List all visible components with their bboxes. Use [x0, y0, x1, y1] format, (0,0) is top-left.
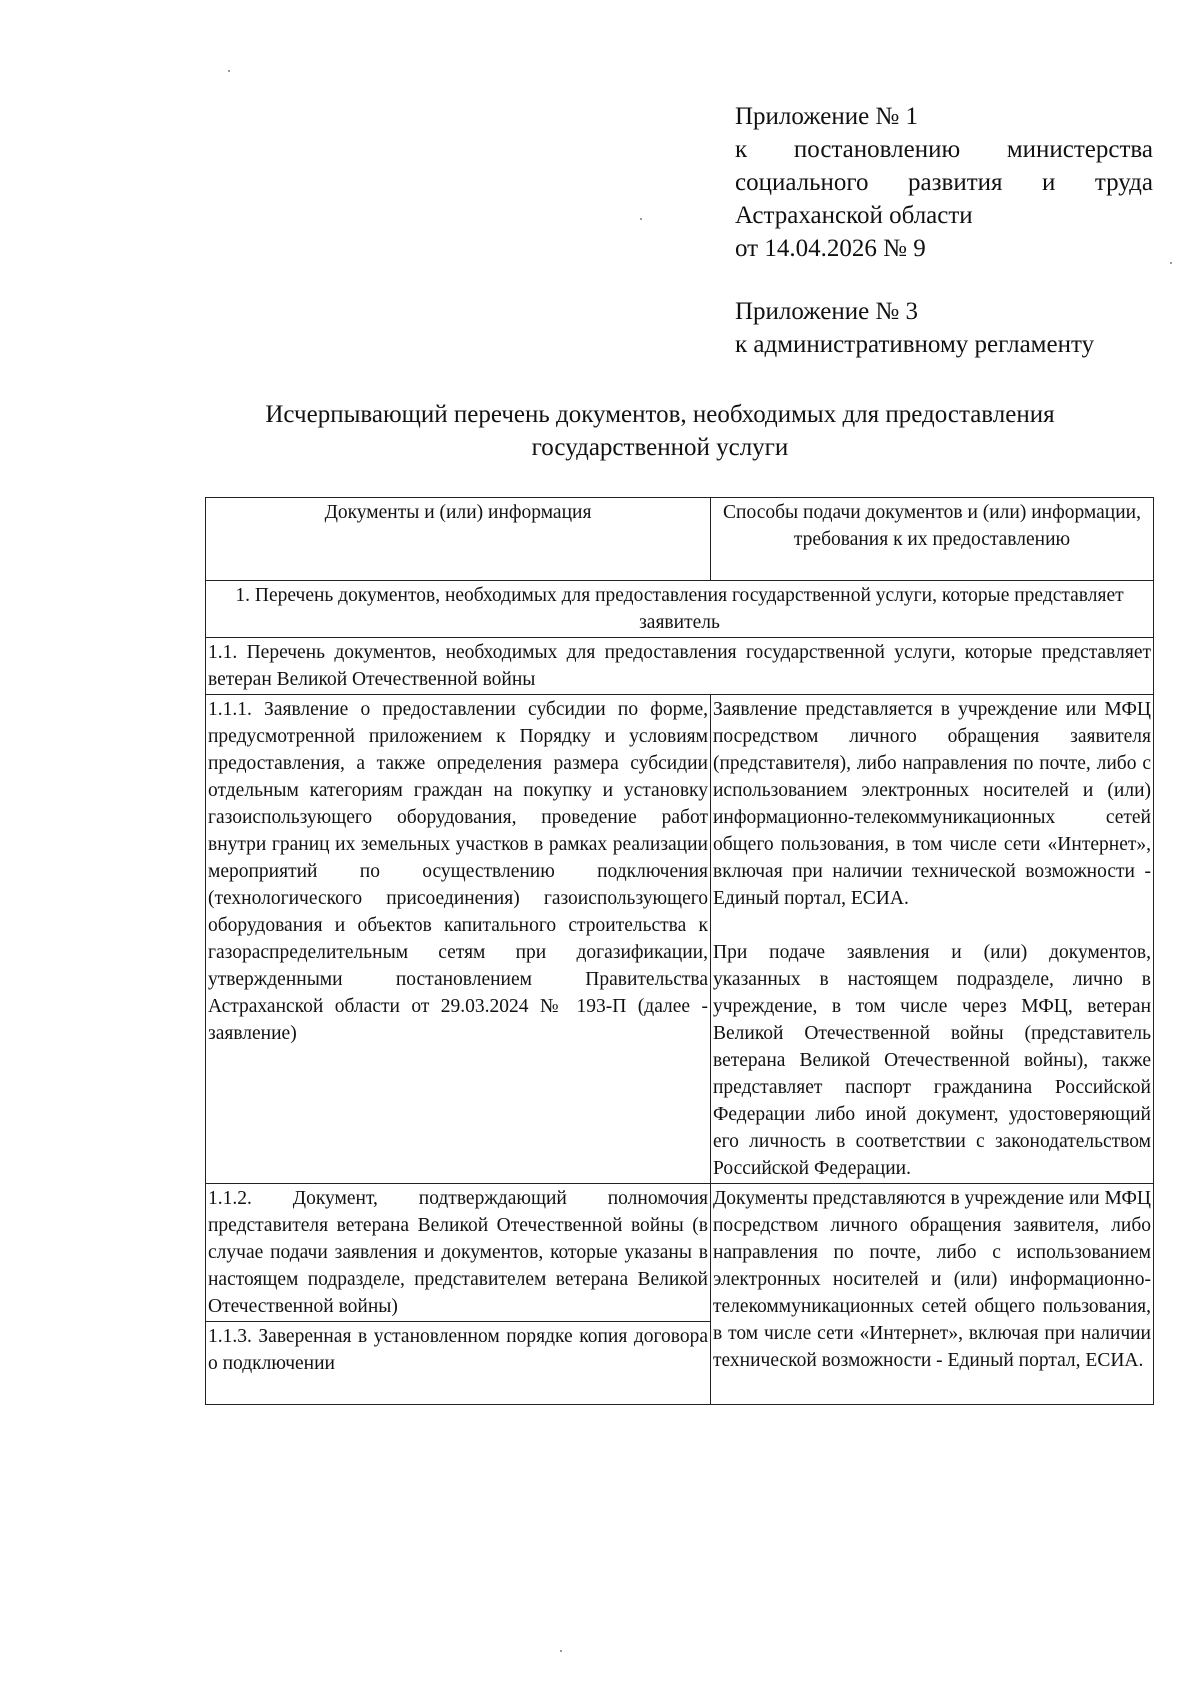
submission-1-1-1 — [711, 695, 1154, 1184]
appendix-number-1: Приложение № 1 — [735, 103, 919, 130]
appendix-ref-line-1: к постановлению министерства — [735, 136, 1153, 163]
table-header-row — [206, 498, 1154, 581]
scan-speck — [1170, 262, 1172, 264]
submission-1-1-1-paragraph-2: При подаче заявления и (или) документов, указанных в настоящем подразделе, лично в учреждение, в том числе через МФЦ, ветеран Великой Отечественной войны (представитель ветерана Великой Отечественной войны), также представляет паспорт гражданина Российской Федерации либо иной документ, удостоверяющий его личность в соответствии с законодательством Российской Федерации. — [713, 942, 1151, 1179]
scan-speck — [228, 70, 230, 72]
header-submission-methods: Способы подачи документов и (или) информации, требования к их предоставлению — [711, 498, 1154, 581]
table-row — [206, 695, 1154, 1184]
appendix-block — [735, 100, 1153, 361]
section-1-heading: 1. Перечень документов, необходимых для предоставления государственной услуги, которые представляет заявитель — [206, 581, 1154, 638]
table-row — [206, 1184, 1154, 1322]
section-1-1-heading: 1.1. Перечень документов, необходимых для предоставления государственной услуги, которые представляет ветеран Великой Отечественной войны — [206, 638, 1154, 695]
header-documents: Документы и (или) информация — [206, 498, 711, 581]
appendix-ref-line-2: социального развития и труда — [735, 169, 1153, 196]
document-1-1-1: 1.1.1. Заявление о предоставлении субсидии по форме, предусмотренной приложением к Порядку и условиям предоставления, а также определения размера субсидии отдельным категориям граждан на покупку и установку газоиспользующего оборудования, проведение работ внутри границ их земельных участков в рамках реализации мероприятий по осуществлению подключения (технологического присоединения) газоиспользующего оборудования и объектов капитального строительства к газораспределительным сетям при догазификации, утвержденными постановлением Правительства Астраханской области от 29.03.2024 № 193-П (далее - заявление) — [206, 695, 711, 1184]
document-1-1-3: 1.1.3. Заверенная в установленном порядке копия договора о подключении — [206, 1322, 711, 1405]
appendix-regulation-ref: к административному регламенту — [735, 331, 1095, 358]
document-title: Исчерпывающий перечень документов, необходимых для предоставления государственной услуги — [265, 401, 1055, 461]
documents-table — [205, 497, 1154, 1405]
subsection-row — [206, 638, 1154, 695]
appendix-number-3: Приложение № 3 — [735, 298, 919, 325]
appendix-ref-line-3: Астраханской области — [735, 202, 973, 229]
scan-speck — [560, 1650, 562, 1652]
appendix-date: от 14.04.2026 № 9 — [735, 235, 926, 262]
section-row — [206, 581, 1154, 638]
scan-speck — [640, 218, 642, 220]
submission-1-1-1-paragraph-1: Заявление представляется в учреждение или МФЦ посредством личного обращения заявителя (представителя), либо направления по почте, либо с использованием электронных носителей и (или) информационно-телекоммуникационных сетей общего пользования, в том числе сети «Интернет», включая при наличии технической возможности - Единый портал, ЕСИА. — [713, 699, 1151, 909]
submission-1-1-2-3: Документы представляются в учреждение или МФЦ посредством личного обращения заявителя, либо направления по почте, либо с использованием электронных носителей и (или) информационно-телекоммуникационных сетей общего пользования, в том числе сети «Интернет», включая при наличии технической возможности - Единый портал, ЕСИА. — [711, 1184, 1154, 1405]
document-1-1-2: 1.1.2. Документ, подтверждающий полномочия представителя ветерана Великой Отечественной войны (в случае подачи заявления и документов, которые указаны в настоящем подразделе, представителем ветерана Великой Отечественной войны) — [206, 1184, 711, 1322]
